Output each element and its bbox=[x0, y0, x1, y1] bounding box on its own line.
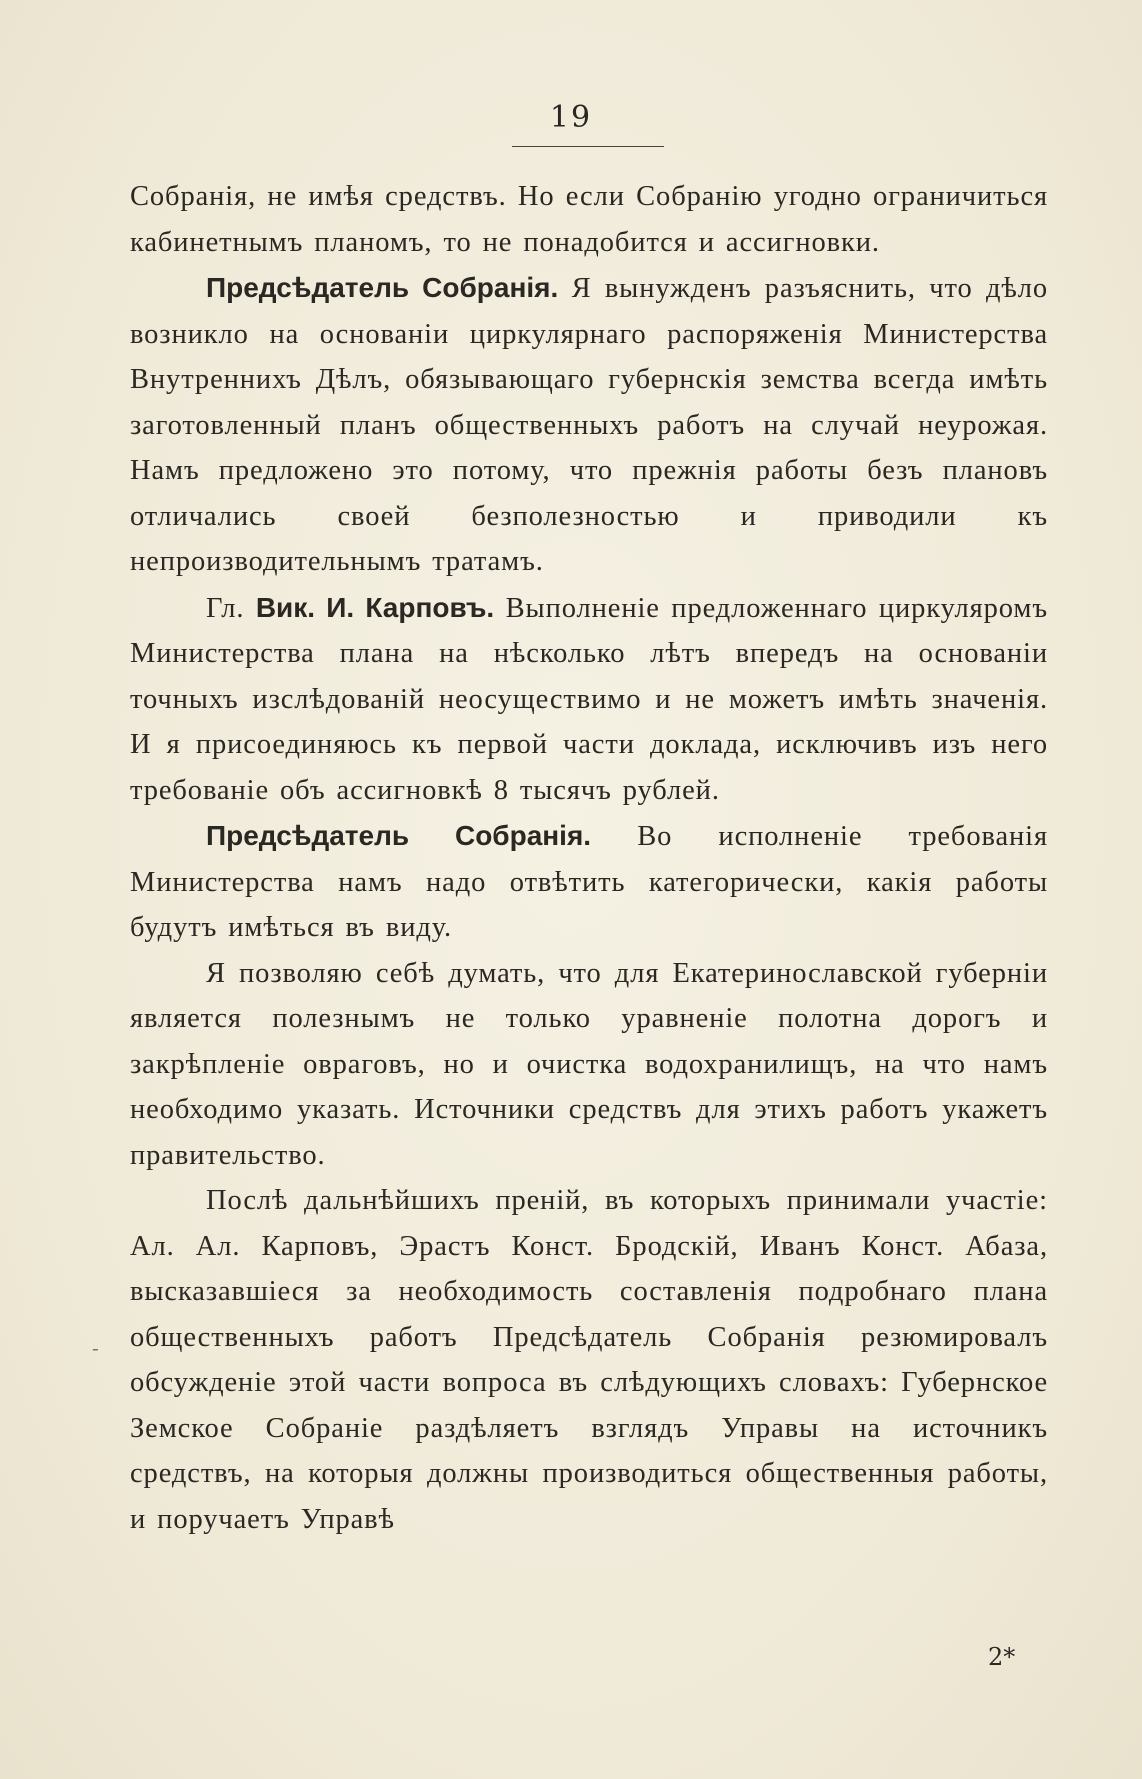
paragraph-4 bbox=[130, 813, 1048, 951]
speaker-chairman: Предсѣдатель Собранія. bbox=[206, 272, 559, 303]
paragraph-4-text: Во исполненіе требованія Министерства намъ надо отвѣтить категорически, какія работы будутъ имѣться въ виду. bbox=[130, 821, 1048, 943]
page-number: 19 bbox=[549, 100, 593, 135]
paragraph-6-text: Послѣ дальнѣйшихъ преній, въ которыхъ принимали участіе: Ал. Ал. Карповъ, Эрастъ Конст. Бродскій, Иванъ Конст. Абаза, высказавшіеся за необходимость составленія подробнаго плана общественныхъ работъ Предсѣдатель Собранія резюмировалъ обсужденіе этой части вопроса въ слѣдующихъ словахъ: Губернское Земское Собраніе раздѣляетъ взглядъ Управы на источникъ средствъ, на которыя должны производиться общественныя работы, и поручаетъ Управѣ bbox=[130, 1185, 1048, 1535]
paragraph-3 bbox=[130, 585, 1048, 814]
paragraph-6 bbox=[130, 1178, 1048, 1542]
paragraph-1 bbox=[130, 174, 1048, 265]
speaker-chairman-2: Предсѣдатель Собранія. bbox=[206, 820, 592, 851]
body-text bbox=[130, 174, 1048, 1542]
paragraph-1-text: Собранія, не имѣя средствъ. Но если Собранію угодно ограничиться кабинетнымъ планомъ, то не понадобится и ассигновки. bbox=[130, 181, 1048, 258]
paragraph-5-text: Я позволяю себѣ думать, что для Екатеринославской губерніи является полезнымъ не только уравненіе полотна дорогъ и закрѣпленіе овраговъ, но и очистка водохранилищъ, на что намъ необходимо указать. Источники средствъ для этихъ работъ укажетъ правительство. bbox=[130, 957, 1048, 1171]
paragraph-5 bbox=[130, 951, 1048, 1179]
paragraph-2 bbox=[130, 265, 1048, 585]
margin-mark: - bbox=[92, 1336, 99, 1360]
paragraph-3-text: Выполненіе предложеннаго циркуляромъ Министерства плана на нѣсколько лѣтъ впередъ на основаніи точныхъ изслѣдованій неосуществимо и не можетъ имѣть значенія. И я присоединяюсь къ первой части доклада, исключивъ изъ него требованіе объ ассигновкѣ 8 тысячъ рублей. bbox=[130, 592, 1048, 806]
speaker-karpov: Вик. И. Карповъ. bbox=[255, 591, 495, 623]
speaker-prefix: Гл. bbox=[206, 592, 256, 624]
signature-mark: 2* bbox=[988, 1643, 1016, 1671]
paragraph-2-text: Я вынужденъ разъяснить, что дѣло возникло на основаніи циркулярнаго распоряженія Министерства Внутреннихъ Дѣлъ, обязывающаго губернскія земства всегда имѣть заготовленный планъ общественныхъ работъ на случай неурожая. Намъ предложено это потому, что прежнія работы безъ плановъ отличались своей безполезностью и приводили къ непроизводительнымъ тратамъ. bbox=[130, 273, 1048, 577]
header-rule bbox=[512, 146, 664, 147]
